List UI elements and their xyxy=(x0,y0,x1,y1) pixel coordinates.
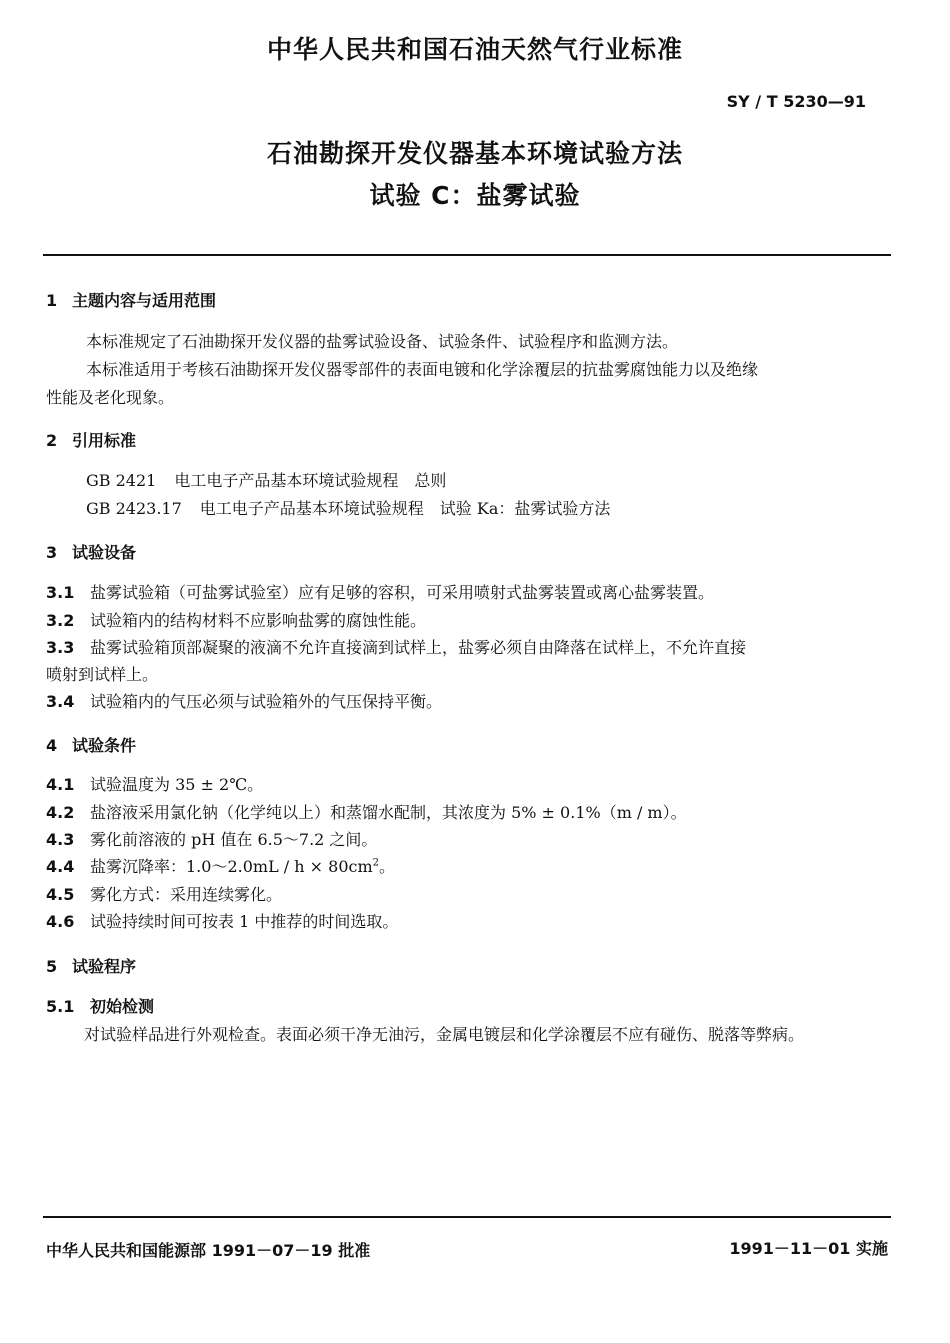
clause-number: 3.2 xyxy=(46,611,75,630)
standard-code: SY / T 5230—91 xyxy=(726,92,866,111)
clause xyxy=(46,909,398,932)
subsection-heading xyxy=(46,994,154,1017)
clause-continuation: 喷射到试样上。 xyxy=(46,665,159,684)
clause-number: 5.1 xyxy=(46,997,75,1016)
footer-divider xyxy=(43,1216,891,1218)
clause-text: 雾化方式：采用连续雾化。 xyxy=(90,885,283,904)
clause-text: 盐雾试验箱（可盐雾试验室）应有足够的容积，可采用喷射式盐雾装置或离心盐雾装置。 xyxy=(90,583,715,602)
clause-number: 3.3 xyxy=(46,638,75,657)
section-1-heading xyxy=(46,288,216,311)
clause-text: 试验箱内的气压必须与试验箱外的气压保持平衡。 xyxy=(90,692,443,711)
clause xyxy=(46,689,442,712)
clause xyxy=(46,854,395,877)
clause xyxy=(46,772,263,795)
clause xyxy=(46,800,687,823)
standard-organization: 中华人民共和国石油天然气行业标准 xyxy=(266,35,683,64)
clause-number: 4.3 xyxy=(46,830,75,849)
document-title: 石油勘探开发仪器基本环境试验方法 xyxy=(266,139,683,168)
section-5-heading xyxy=(46,954,136,977)
clause-text: 试验箱内的结构材料不应影响盐雾的腐蚀性能。 xyxy=(90,611,427,630)
subsection-title: 初始检测 xyxy=(90,997,155,1016)
paragraph: 本标准适用于考核石油勘探开发仪器零部件的表面电镀和化学涂覆层的抗盐雾腐蚀能力以及绝缘 xyxy=(86,360,759,379)
clause xyxy=(46,827,377,850)
clause-number: 4.5 xyxy=(46,885,75,904)
clause-text: 盐雾沉降率：1.0～2.0mL / h × 80cm xyxy=(90,857,373,876)
clause-number: 4.4 xyxy=(46,857,75,876)
clause-number: 4.2 xyxy=(46,803,75,822)
section-2-heading xyxy=(46,428,136,451)
approval-note: 中华人民共和国能源部 1991－07－19 批准 xyxy=(46,1241,371,1260)
clause xyxy=(46,882,282,905)
reference-code: GB 2423.17 xyxy=(86,499,182,518)
header-divider xyxy=(43,254,891,256)
clause-number: 4.6 xyxy=(46,912,75,931)
implementation-date: 1991－11－01 实施 xyxy=(729,1239,888,1258)
clause xyxy=(46,608,426,631)
section-number: 4 xyxy=(46,736,58,755)
clause-text: 盐雾试验箱顶部凝聚的液滴不允许直接滴到试样上，盐雾必须自由降落在试样上，不允许直接 xyxy=(90,638,747,657)
clause xyxy=(46,635,746,658)
section-4-heading xyxy=(46,733,136,756)
section-3-heading xyxy=(46,540,136,563)
clause-text-end: 。 xyxy=(379,857,396,876)
section-number: 3 xyxy=(46,543,58,562)
clause-text: 雾化前溶液的 pH 值在 6.5～7.2 之间。 xyxy=(90,830,378,849)
reference-item xyxy=(86,468,446,491)
section-title: 引用标准 xyxy=(72,431,137,450)
section-title: 试验程序 xyxy=(72,957,137,976)
reference-name: 电工电子产品基本环境试验规程 试验 Ka：盐雾试验方法 xyxy=(199,499,611,518)
section-title: 试验设备 xyxy=(72,543,137,562)
section-title: 试验条件 xyxy=(72,736,137,755)
clause-number: 4.1 xyxy=(46,775,75,794)
clause-text: 盐溶液采用氯化钠（化学纯以上）和蒸馏水配制，其浓度为 5% ± 0.1%（m / m）。 xyxy=(90,803,687,822)
superscript: 2 xyxy=(372,857,380,869)
clause-text: 试验持续时间可按表 1 中推荐的时间选取。 xyxy=(90,912,399,931)
document-subtitle: 试验 C：盐雾试验 xyxy=(369,181,581,210)
section-number: 2 xyxy=(46,431,58,450)
reference-code: GB 2421 xyxy=(86,471,157,490)
clause-text: 试验温度为 35 ± 2℃。 xyxy=(90,775,264,794)
paragraph-continuation: 性能及老化现象。 xyxy=(46,388,175,407)
section-number: 5 xyxy=(46,957,58,976)
reference-item xyxy=(86,496,610,519)
clause-number: 3.4 xyxy=(46,692,75,711)
section-title: 主题内容与适用范围 xyxy=(72,291,217,310)
paragraph: 本标准规定了石油勘探开发仪器的盐雾试验设备、试验条件、试验程序和监测方法。 xyxy=(86,332,679,351)
clause xyxy=(46,580,714,603)
section-number: 1 xyxy=(46,291,58,310)
reference-name: 电工电子产品基本环境试验规程 总则 xyxy=(174,471,447,490)
clause-number: 3.1 xyxy=(46,583,75,602)
paragraph: 对试验样品进行外观检查。表面必须干净无油污，金属电镀层和化学涂覆层不应有碰伤、脱落等弊病。 xyxy=(84,1025,805,1044)
